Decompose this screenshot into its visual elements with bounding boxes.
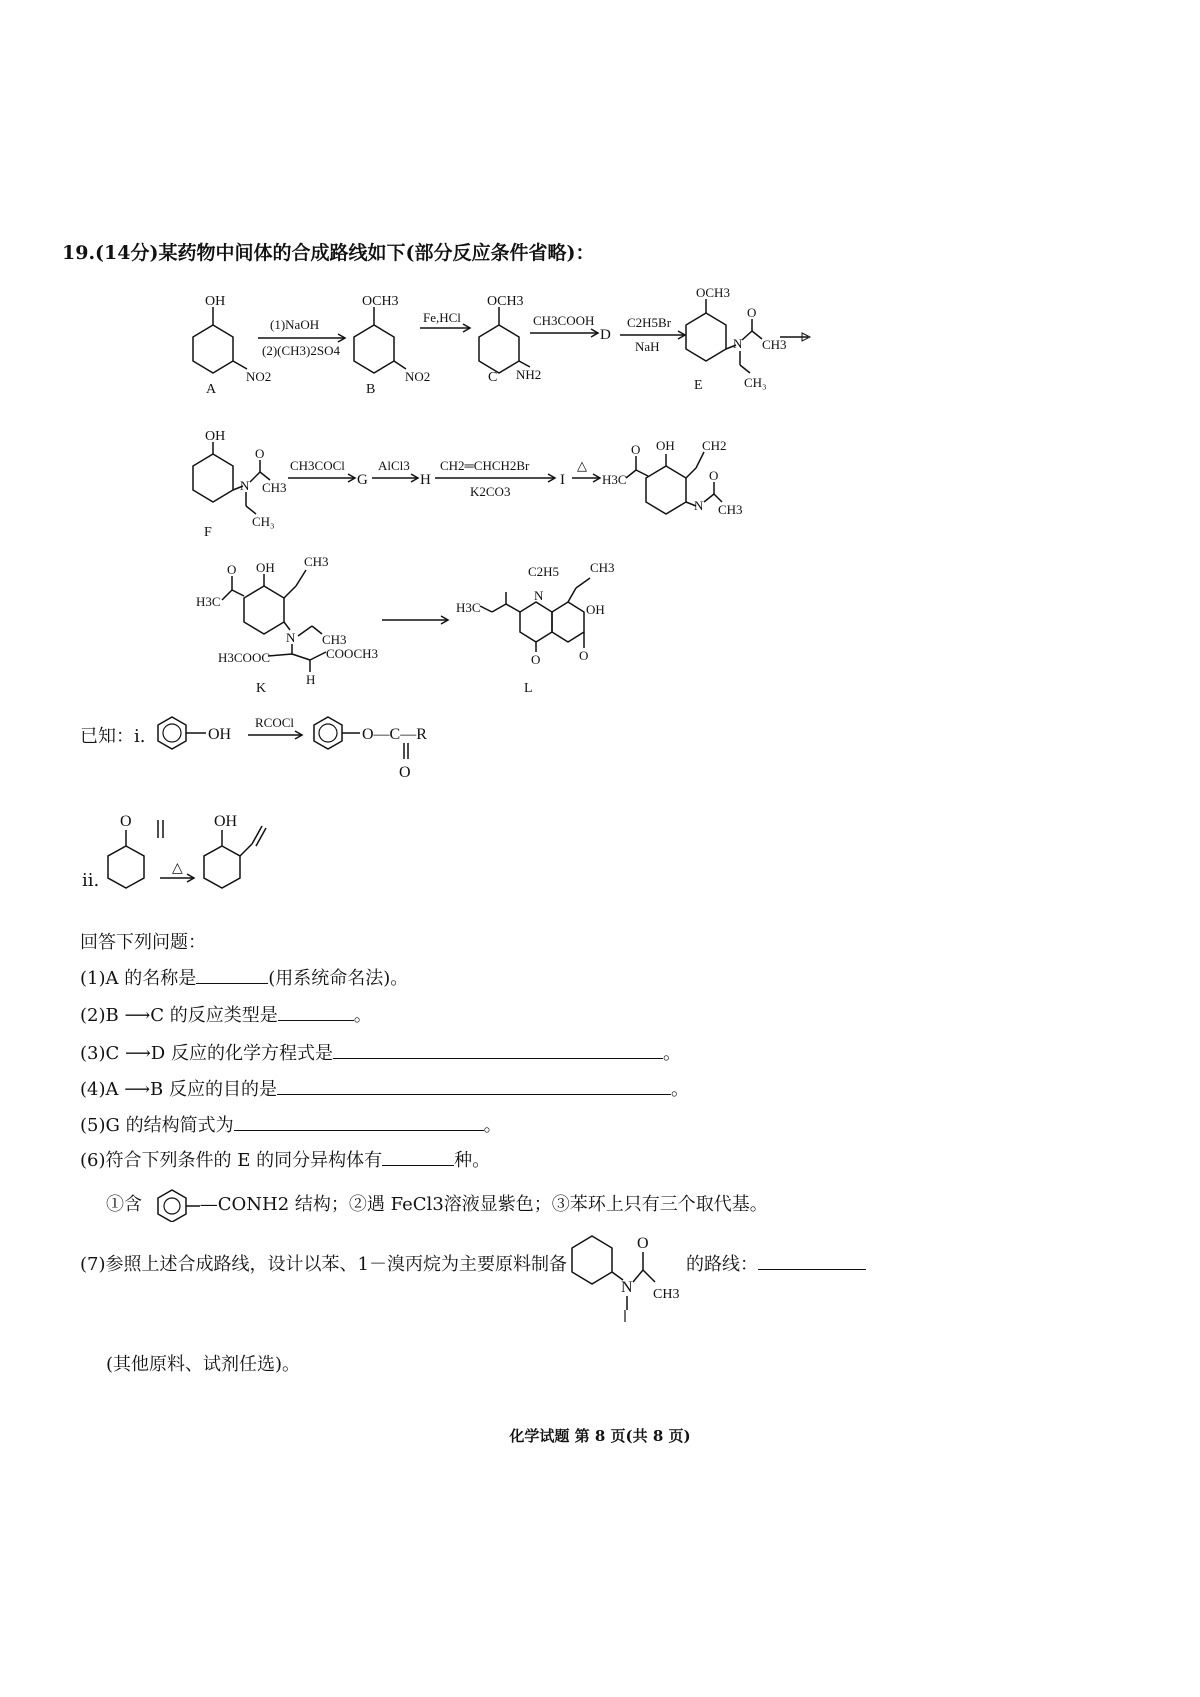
cond-h-i-top: CH2═CHCH2Br (440, 458, 530, 473)
q2-answer-blank[interactable] (278, 1004, 354, 1021)
known-ii-heat: △ (172, 861, 183, 876)
q1: (1)A 的名称是 (用系统命名法)。 (80, 968, 409, 989)
cond-h-i-bottom: K2CO3 (470, 484, 511, 499)
questions-intro: 回答下列问题： (80, 932, 206, 953)
q2: (2)B ⟶C 的反应类型是 。 (80, 1005, 372, 1026)
compound-l-label: L (524, 681, 533, 696)
compound-c (479, 294, 541, 385)
scheme-row-1 (0, 285, 1200, 395)
cond-a-b-top: (1)NaOH (270, 317, 320, 332)
compound-e-label: E (694, 378, 703, 393)
q7-target-structure (565, 1226, 690, 1336)
q5: (5)G 的结构简式为 。 (80, 1115, 502, 1136)
compound-l-oh: OH (586, 602, 605, 617)
svg-text:N: N (694, 498, 704, 513)
known-i-product: O—C—R (362, 726, 427, 743)
compound-k-h: H (306, 672, 316, 687)
compound-f-label: F (204, 525, 212, 538)
svg-text:O: O (531, 652, 541, 667)
compound-a-no2: NO2 (246, 369, 272, 384)
svg-text:N: N (240, 478, 250, 493)
q5-answer-blank[interactable] (234, 1114, 484, 1131)
compound-k-oh: OH (256, 560, 275, 575)
q3-answer-blank[interactable] (333, 1042, 663, 1059)
svg-text:O: O (227, 562, 237, 577)
compound-e (686, 285, 787, 393)
known-i-reagent: RCOCl (255, 715, 295, 730)
cond-d-e-top: C2H5Br (627, 315, 672, 330)
compound-e-ch3: CH3 (762, 337, 787, 352)
cond-a-b-bottom: (2)(CH3)2SO4 (262, 343, 340, 358)
compound-k-ch3: CH3 (304, 554, 329, 569)
compound-c-nh2: NH2 (516, 367, 542, 382)
svg-text:CH₃: CH₃ (252, 514, 275, 529)
question-title: 19.(14分)某药物中间体的合成路线如下(部分反应条件省略)： (62, 242, 595, 264)
cond-c-d-top: CH3COOH (533, 313, 595, 328)
compound-k-ester-right: COOCH3 (326, 646, 379, 661)
q6: (6)符合下列条件的 E 的同分异构体有 种。 (80, 1150, 491, 1171)
known-reaction-i (0, 705, 1200, 785)
q4: (4)A ⟶B 反应的目的是 。 (80, 1079, 689, 1100)
svg-text:O: O (747, 305, 757, 320)
q7-target-ch3: CH3 (653, 1287, 680, 1302)
known-i-carbonyl-o: O (399, 764, 411, 781)
cond-b-c-top: Fe,HCl (423, 310, 461, 325)
compound-j (602, 438, 743, 517)
compound-c-label: C (488, 370, 498, 385)
compound-k-ester-left: H3COOC (218, 650, 271, 665)
compound-l-ethyl: C2H5 (528, 564, 560, 579)
compound-l-n: N (534, 588, 544, 603)
q7-note: (其他原料、试剂任选)。 (106, 1354, 301, 1375)
compound-j-ch2: CH2 (702, 438, 727, 453)
compound-b (354, 294, 430, 395)
page-footer: 化学试题 第 8 页(共 8 页) (509, 1427, 691, 1445)
compound-i-label: I (560, 472, 565, 488)
known-ii-label: ⅱ. (82, 870, 100, 891)
q7-target-n: N (621, 1279, 633, 1296)
svg-text:CH₃: CH₃ (744, 375, 767, 390)
compound-j-h3c: H3C (602, 472, 627, 487)
compound-f-ch3: CH3 (262, 480, 287, 495)
compound-d-label: D (600, 327, 611, 343)
compound-f-oh: OH (205, 429, 226, 444)
q6-conditions: ①含 —CONH2 结构；②遇 FeCl3溶液显紫色；③苯环上只有三个取代基。 (106, 1188, 768, 1222)
benzene-icon (148, 1188, 200, 1222)
compound-k-ethyl: CH3 (322, 632, 347, 647)
compound-f (193, 429, 287, 538)
compound-j-ch3: CH3 (718, 502, 743, 517)
cond-g-h-top: AlCl3 (378, 458, 410, 473)
known-i-oh: OH (208, 726, 232, 743)
svg-text:O: O (631, 442, 641, 457)
q1-answer-blank[interactable] (196, 967, 268, 984)
compound-a (193, 294, 271, 395)
compound-a-oh: OH (205, 294, 226, 309)
known-label: 已知：ⅰ. (80, 726, 146, 747)
compound-k-h3c: H3C (196, 594, 221, 609)
compound-b-no2: NO2 (405, 369, 431, 384)
compound-l-o: O (579, 648, 589, 663)
compound-c-och3: OCH3 (487, 294, 524, 309)
compound-b-label: B (366, 382, 376, 395)
cond-i-j-top: △ (577, 458, 587, 473)
compound-a-label: A (206, 382, 217, 395)
compound-l-h3c: H3C (456, 600, 481, 615)
cond-d-e-bottom: NaH (635, 339, 660, 354)
scheme-row-2 (0, 428, 1200, 538)
compound-g-label: G (357, 472, 368, 488)
compound-k-n: N (286, 630, 296, 645)
q7: (7)参照上述合成路线，设计以苯、1－溴丙烷为主要原料制备 (80, 1254, 567, 1275)
q7-answer-blank[interactable] (758, 1253, 866, 1270)
compound-h-label: H (420, 472, 431, 488)
known-reaction-ii (0, 808, 1200, 908)
q4-answer-blank[interactable] (277, 1078, 671, 1095)
q7-target-o: O (637, 1235, 649, 1252)
compound-l-ch3: CH3 (590, 560, 615, 575)
q6-answer-blank[interactable] (382, 1149, 454, 1166)
compound-j-oh: OH (656, 438, 675, 453)
cond-f-g-top: CH3COCl (290, 458, 345, 473)
compound-l (456, 560, 615, 696)
known-ii-o: O (120, 813, 132, 830)
known-ii-oh: OH (214, 813, 238, 830)
compound-k-label: K (256, 681, 267, 696)
q3: (3)C ⟶D 反应的化学方程式是 。 (80, 1043, 681, 1064)
q7-tail: 的路线： (686, 1250, 866, 1276)
svg-text:O: O (709, 468, 719, 483)
scheme-row-3 (0, 548, 1200, 698)
compound-b-och3: OCH3 (362, 294, 399, 309)
svg-text:O: O (255, 446, 265, 461)
svg-text:N: N (733, 336, 743, 351)
compound-e-och3: OCH3 (696, 285, 730, 300)
compound-k (196, 554, 378, 696)
